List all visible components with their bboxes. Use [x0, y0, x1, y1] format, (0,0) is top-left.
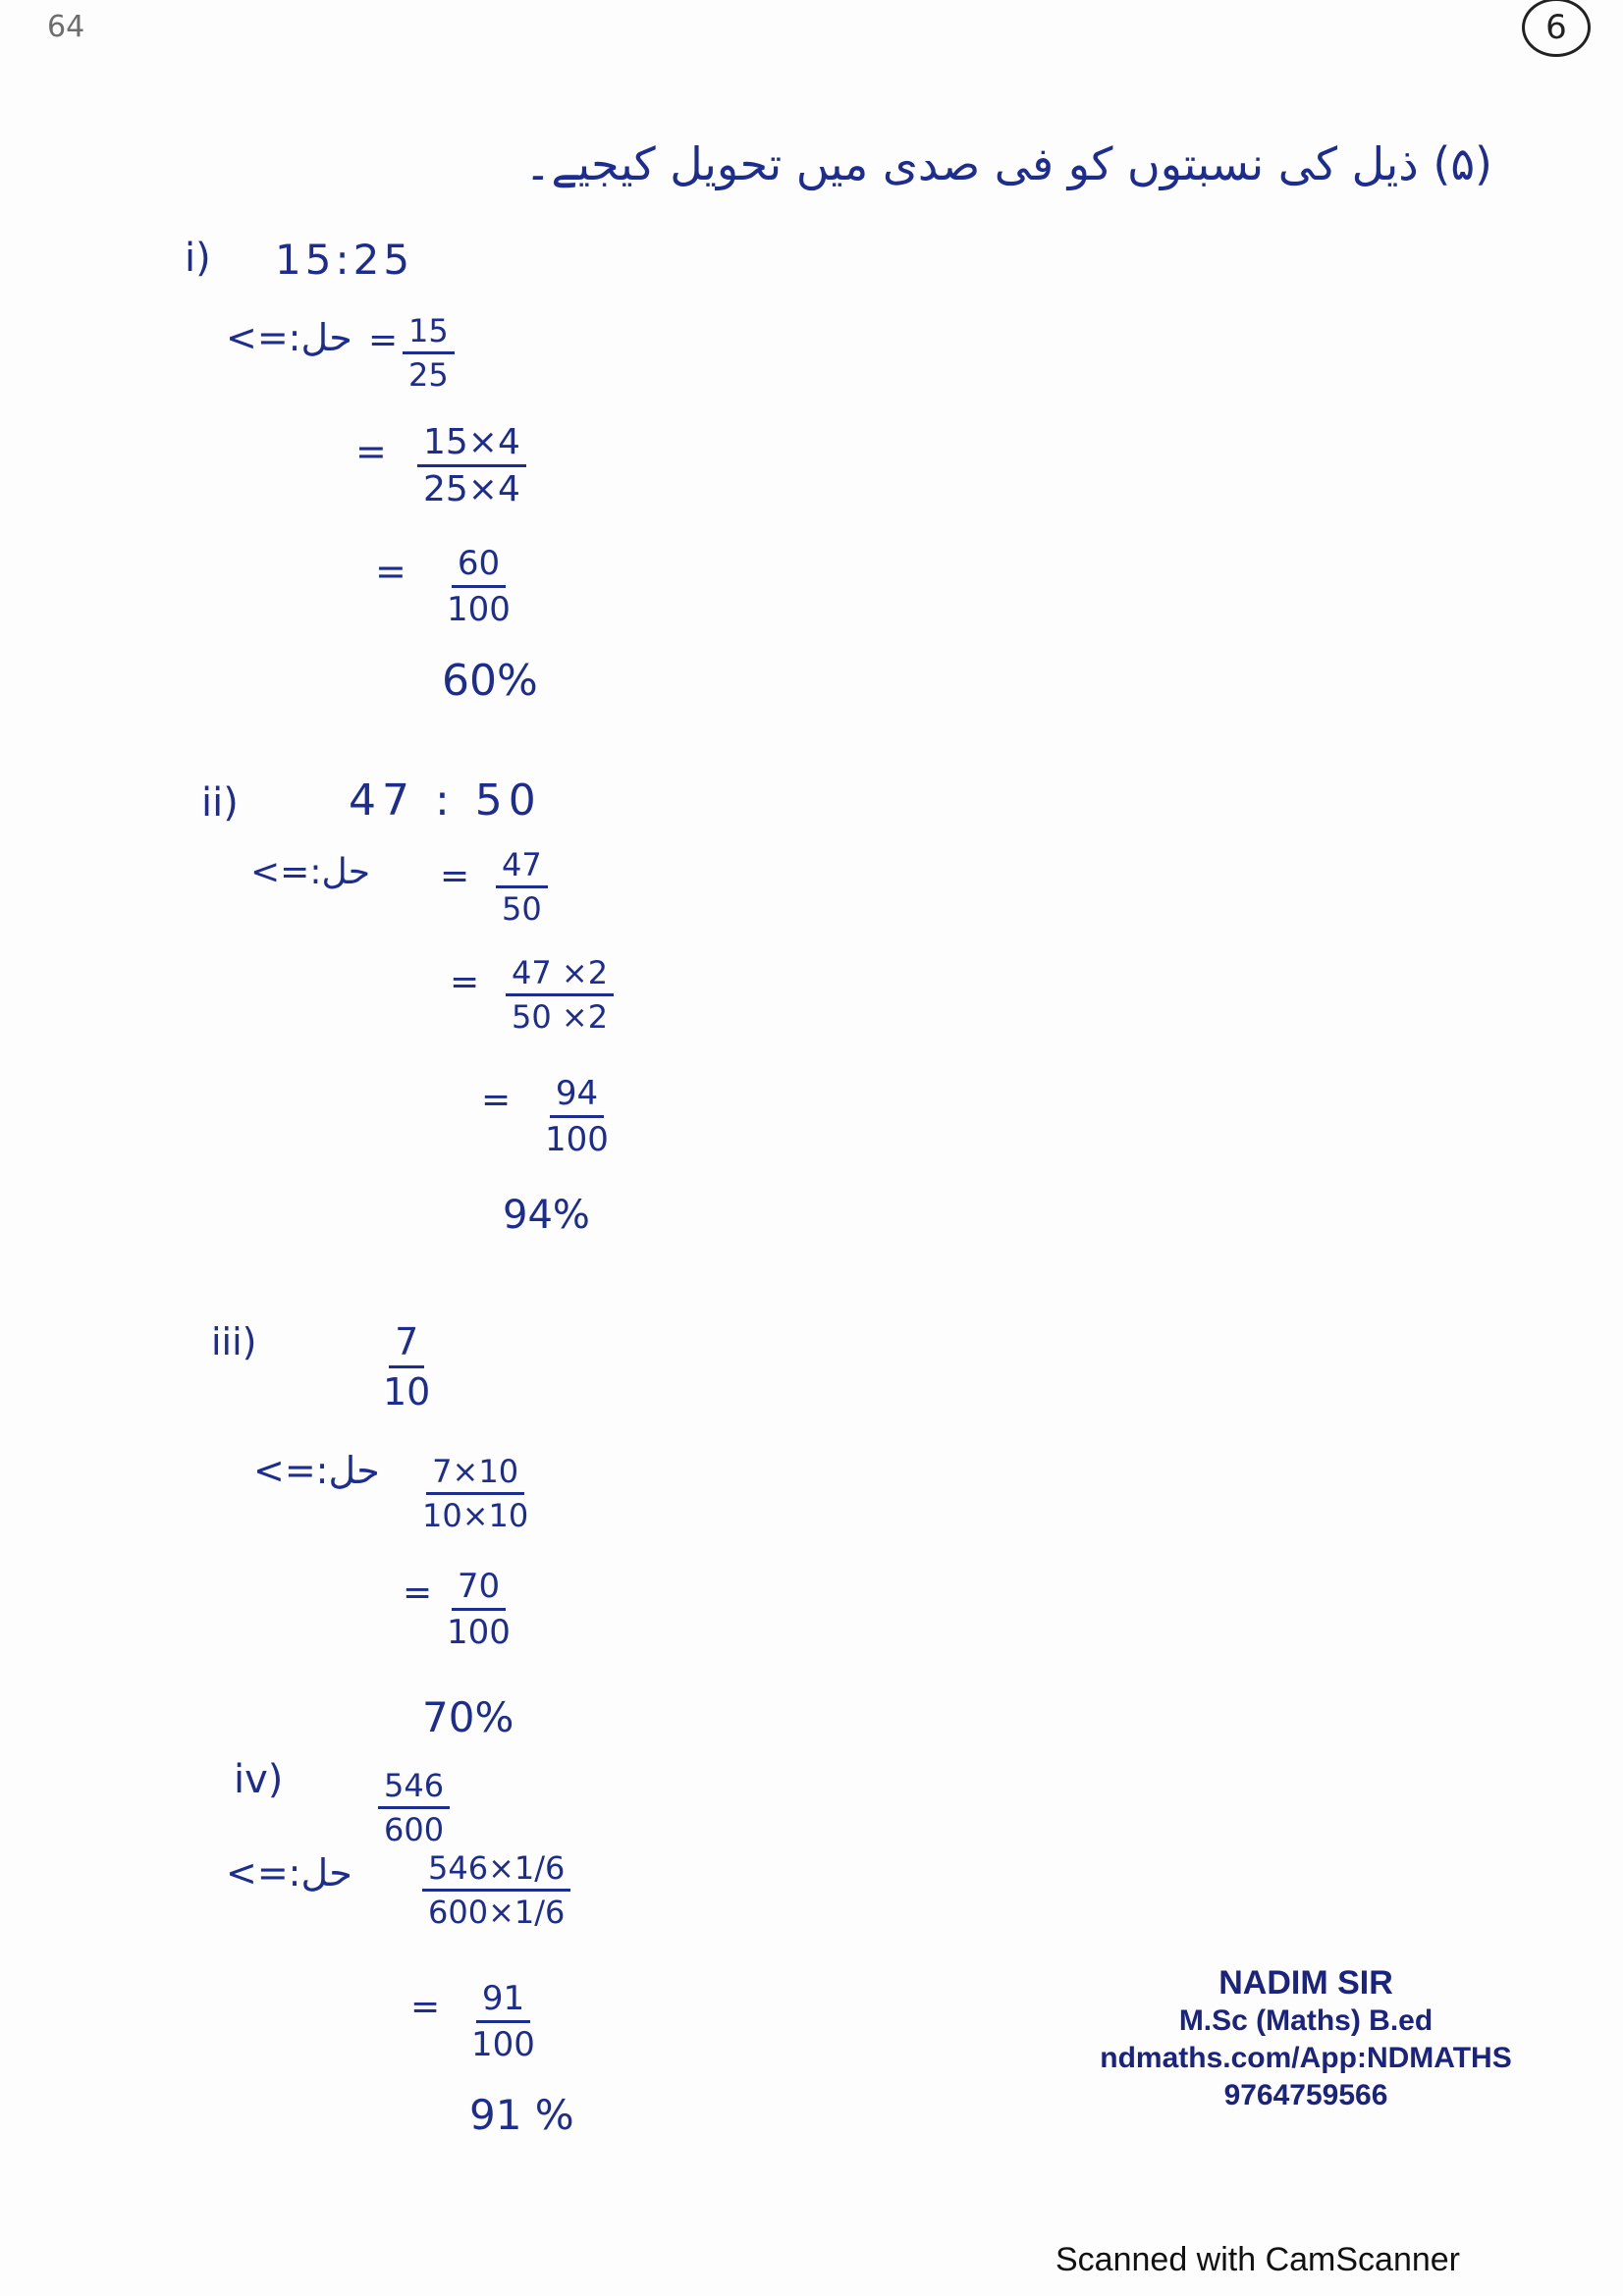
page-number: 64 — [47, 10, 85, 44]
fraction-numerator: 47 ×2 — [506, 954, 614, 996]
author-phone: 9764759566 — [1223, 2079, 1388, 2111]
fraction-7-10 — [383, 1320, 430, 1414]
fraction-denominator: 10×10 — [422, 1497, 529, 1534]
problem-1-label: i) — [185, 236, 211, 281]
equals-sign: = — [368, 320, 399, 360]
problem-1-ratio: 15:25 — [275, 236, 414, 284]
exercise-heading: (۵) ذیل کی نسبتوں کو فی صدی میں تحویل کیجیے۔ — [524, 137, 1492, 190]
answer-percent: 70% — [422, 1693, 514, 1741]
equals-sign: = — [481, 1080, 512, 1120]
fraction-denominator: 25 — [408, 356, 449, 394]
author-stamp — [1100, 1963, 1512, 2114]
solution-label-2: حل:=> — [250, 852, 370, 892]
scanner-watermark: Scanned with CamScanner — [1055, 2241, 1461, 2278]
fraction-denominator: 100 — [471, 2025, 535, 2064]
fraction-numerator: 546 — [378, 1767, 450, 1809]
author-website: ndmaths.com/App:NDMATHS — [1100, 2042, 1512, 2074]
equals-sign: = — [403, 1573, 433, 1613]
solution-label-3: حل:=> — [253, 1449, 380, 1492]
equals-sign: = — [440, 856, 470, 896]
fraction-546x16-600x16 — [422, 1849, 570, 1931]
fraction-numerator: 60 — [452, 544, 506, 588]
fraction-91-100 — [471, 1979, 535, 2064]
problem-3-label: iii) — [211, 1320, 257, 1363]
fraction-numerator: 94 — [550, 1074, 604, 1118]
fraction-denominator: 600×1/6 — [428, 1894, 566, 1931]
fraction-denominator: 100 — [545, 1120, 609, 1159]
answer-percent: 60% — [442, 656, 538, 706]
answer-percent: 91 % — [469, 2091, 574, 2139]
fraction-7x10-10x10 — [422, 1453, 528, 1534]
answer-percent: 94% — [503, 1193, 590, 1238]
fraction-15x4-25x4 — [417, 422, 526, 509]
solution-label-1: حل:=> — [226, 316, 352, 359]
fraction-47x2-50x2 — [506, 954, 614, 1036]
equals-sign: = — [375, 550, 406, 593]
solution-label-4: حل:=> — [226, 1851, 352, 1895]
fraction-denominator: 25×4 — [423, 469, 520, 509]
page-badge-number: 6 — [1545, 8, 1567, 47]
fraction-60-100 — [447, 544, 511, 629]
equals-sign: = — [450, 962, 480, 1002]
fraction-denominator: 100 — [447, 1613, 511, 1652]
fraction-denominator: 10 — [383, 1370, 431, 1414]
equals-sign: = — [410, 1987, 441, 2027]
fraction-15-25 — [403, 312, 455, 394]
fraction-47-50 — [496, 846, 548, 928]
fraction-numerator: 70 — [452, 1567, 506, 1611]
fraction-94-100 — [545, 1074, 609, 1159]
fraction-numerator: 7 — [389, 1320, 424, 1368]
fraction-numerator: 15 — [403, 312, 455, 354]
fraction-denominator: 50 — [502, 890, 542, 928]
author-degree: M.Sc (Maths) B.ed — [1178, 2004, 1434, 2037]
page-badge — [1522, 0, 1591, 57]
fraction-denominator: 100 — [447, 590, 511, 629]
equals-sign: = — [355, 430, 387, 473]
fraction-numerator: 47 — [496, 846, 548, 888]
problem-4-label: iv) — [234, 1757, 284, 1802]
fraction-546-600 — [378, 1767, 450, 1848]
problem-2-ratio: 47 : 50 — [349, 775, 542, 826]
fraction-denominator: 50 ×2 — [512, 998, 609, 1036]
problem-2-label: ii) — [201, 780, 239, 826]
fraction-numerator: 546×1/6 — [422, 1849, 570, 1892]
fraction-denominator: 600 — [384, 1811, 445, 1848]
fraction-numerator: 91 — [476, 1979, 530, 2023]
fraction-70-100 — [447, 1567, 511, 1652]
fraction-numerator: 7×10 — [426, 1453, 524, 1495]
author-name: NADIM SIR — [1218, 1964, 1393, 2002]
fraction-numerator: 15×4 — [417, 422, 526, 467]
